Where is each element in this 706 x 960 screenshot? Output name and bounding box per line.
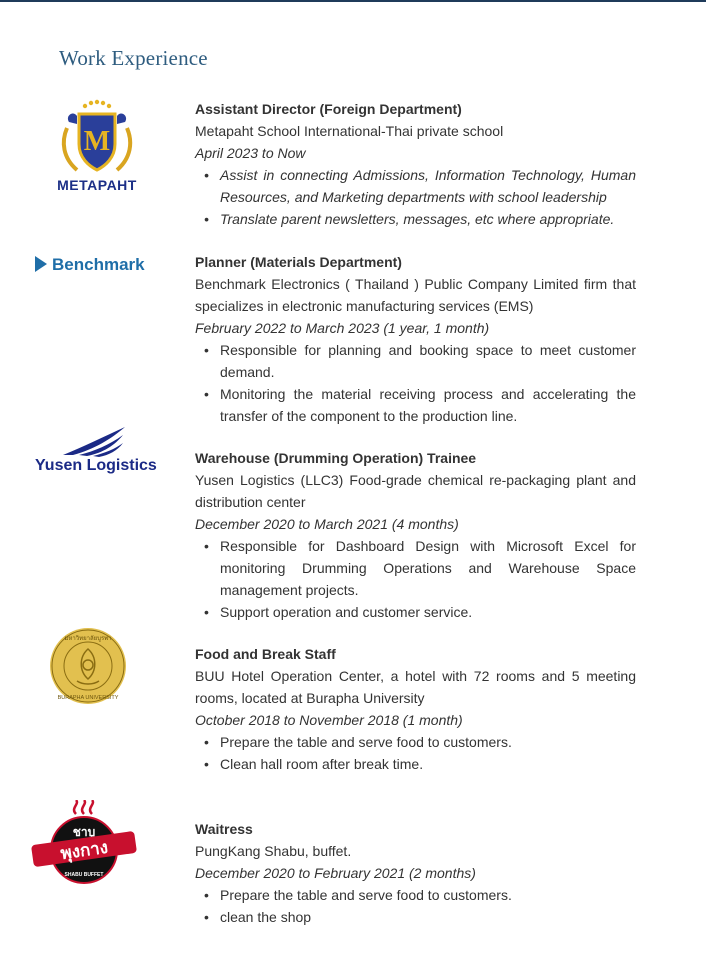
- list-item: • Monitoring the material receiving process and accelerating the transfer of the component to the production line.: [220, 383, 636, 427]
- employment-dates: October 2018 to November 2018 (1 month): [195, 712, 463, 728]
- experience-entry: [195, 643, 636, 775]
- metapaht-wordmark: METAPAHT: [57, 177, 137, 193]
- pungkang-shabu-logo: [30, 800, 138, 886]
- list-item: • Responsible for planning and booking space to meet customer demand.: [220, 339, 636, 383]
- job-title: Warehouse (Drumming Operation) Trainee: [195, 450, 477, 466]
- employment-dates: December 2020 to March 2021 (4 months): [195, 516, 459, 532]
- job-title: Assistant Director (Foreign Department): [195, 101, 462, 117]
- burapha-university-seal: [49, 627, 127, 705]
- employment-dates: December 2020 to February 2021 (2 months): [195, 865, 476, 881]
- responsibility-list: [195, 339, 636, 427]
- list-item: • Assist in connecting Admissions, Information Technology, Human Resources, and Marketing departments with school leadership: [220, 164, 636, 208]
- pungkang-small-text: SHABU BUFFET: [64, 872, 104, 878]
- employment-dates: February 2022 to March 2023 (1 year, 1 month): [195, 320, 490, 336]
- responsibility-list: [195, 884, 636, 928]
- list-item: • clean the shop: [220, 906, 636, 928]
- pungkang-main-text: พุงกาง: [59, 837, 110, 865]
- list-item: • Translate parent newsletters, messages, etc where appropriate.: [220, 208, 636, 230]
- company-description: Yusen Logistics (LLC3) Food-grade chemical re-packaging plant and distribution center: [195, 472, 636, 510]
- experience-entry: [195, 447, 636, 623]
- yusen-logistics-logo: [33, 425, 161, 475]
- yusen-wordmark: Yusen Logistics: [35, 457, 157, 474]
- list-item: • Clean hall room after break time.: [220, 753, 636, 775]
- benchmark-wordmark: Benchmark: [52, 255, 145, 274]
- responsibility-list: [195, 164, 636, 230]
- section-title: Work Experience: [59, 46, 208, 70]
- experience-entry: [195, 98, 636, 230]
- responsibility-list: [195, 535, 636, 623]
- list-item: • Responsible for Dashboard Design with Microsoft Excel for monitoring Drumming Operations and Warehouse Space management projects.: [220, 535, 636, 601]
- employment-dates: April 2023 to Now: [195, 145, 306, 161]
- pungkang-top-text: ชาบู: [72, 825, 96, 839]
- list-item: • Prepare the table and serve food to customers.: [220, 731, 636, 753]
- company-description: Metapaht School International-Thai private school: [195, 123, 504, 139]
- steam-icon: [74, 800, 93, 814]
- experience-entry: [195, 818, 636, 928]
- list-item: • Support operation and customer service.: [220, 601, 636, 623]
- company-description: BUU Hotel Operation Center, a hotel with 72 rooms and 5 meeting rooms, located at Burapha University: [195, 668, 636, 706]
- metapaht-monogram: M: [83, 126, 111, 157]
- benchmark-logo: [33, 252, 161, 276]
- job-title: Waitress: [195, 821, 253, 837]
- seal-thai-text: มหาวิทยาลัยบูรพา: [64, 635, 112, 642]
- top-rule: [0, 0, 706, 2]
- job-title: Planner (Materials Department): [195, 254, 402, 270]
- responsibility-list: [195, 731, 636, 775]
- list-item: • Prepare the table and serve food to customers.: [220, 884, 636, 906]
- company-description: Benchmark Electronics ( Thailand ) Public Company Limited firm that specializes in electronic manufacturing services (EMS): [195, 276, 636, 314]
- seal-english-text: BURAPHA UNIVERSITY: [57, 695, 119, 701]
- company-description: PungKang Shabu, buffet.: [195, 843, 352, 859]
- experience-entry: [195, 251, 636, 427]
- metapaht-logo: [47, 98, 147, 194]
- job-title: Food and Break Staff: [195, 646, 336, 662]
- benchmark-arrow-icon: [35, 256, 47, 272]
